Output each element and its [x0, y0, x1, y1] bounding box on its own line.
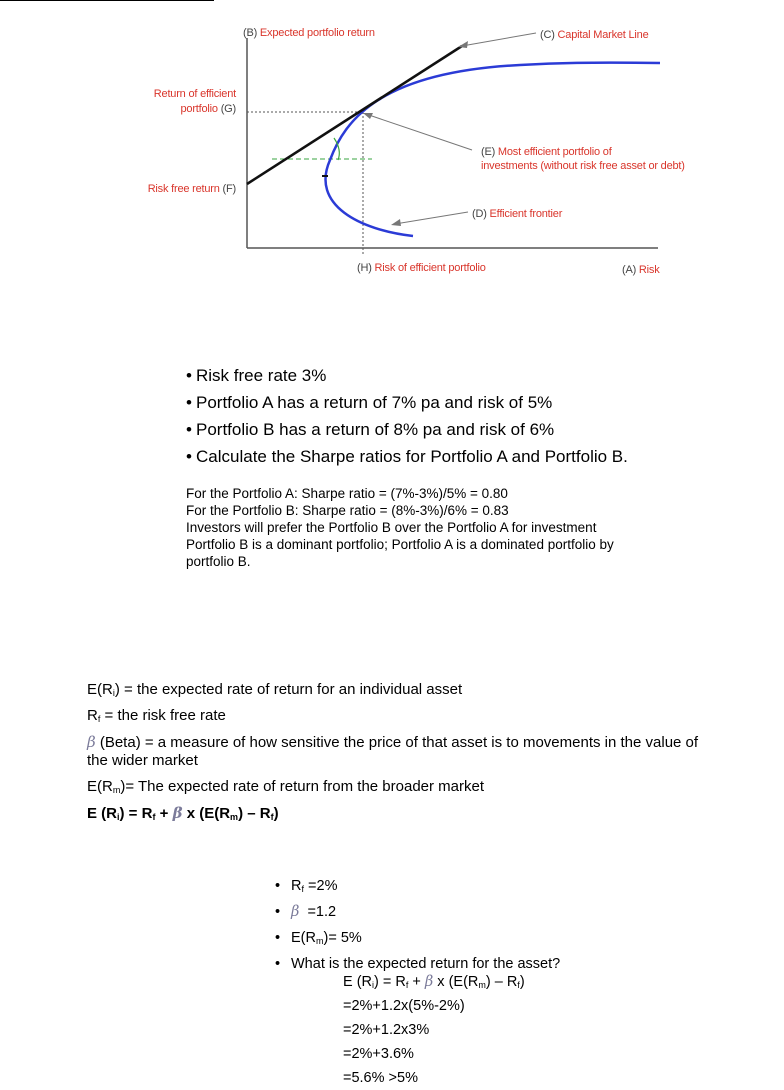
sharpe-answer-line: Investors will prefer the Portfolio B over the Portfolio A for investment: [186, 520, 597, 535]
sharpe-bullet: • Calculate the Sharpe ratios for Portfolio A and Portfolio B.: [186, 443, 628, 470]
label-e-line2: investments (without risk free asset or debt): [481, 160, 685, 172]
sharpe-answer: [186, 485, 726, 570]
beta-symbol: β: [87, 733, 96, 751]
sharpe-question-list: [186, 362, 628, 470]
sharpe-answer-line: For the Portfolio A: Sharpe ratio = (7%-3%)/5% = 0.80: [186, 486, 508, 501]
label-f: Risk free return (F): [147, 183, 236, 195]
arrow-e-line: [366, 114, 472, 150]
sharpe-bullet: • Portfolio A has a return of 7% pa and risk of 5%: [186, 389, 628, 416]
example-beta: • β =1.2: [275, 899, 560, 925]
capital-market-line-diagram: [0, 0, 784, 300]
arrow-c-head: [458, 41, 468, 48]
def-beta: β (Beta) = a measure of how sensitive the price of that asset is to movements in the value of: [87, 733, 699, 751]
example-erm: • $E(R_m)= 5\%$: [275, 925, 560, 951]
label-g-line1: Return of efficient: [153, 88, 236, 100]
label-h: (H) Risk of efficient portfolio: [357, 262, 486, 274]
arrow-c-line: [462, 33, 536, 46]
label-d: (D) Efficient frontier: [472, 208, 563, 220]
label-c: (C) Capital Market Line: [540, 29, 649, 41]
capm-example-list: [275, 873, 560, 977]
example-question: • What is the expected return for the asset?: [275, 951, 560, 977]
sharpe-answer-line: portfolio B.: [186, 554, 251, 569]
arrow-e-head: [363, 113, 373, 119]
def-erm: $E(R_m)=$ The expected rate of return from the broader market: [87, 778, 485, 795]
label-b: (B) Expected portfolio return: [243, 27, 375, 39]
calc-step: =5.6% >5%: [343, 1070, 418, 1086]
sharpe-bullet: • Risk free rate 3%: [186, 362, 628, 389]
def-beta-cont: the wider market: [87, 752, 198, 769]
arrow-d-line: [395, 212, 468, 224]
capm-formula: E $(R_i) = R_f + \beta$ x $(E(R_m) - R_f)$: [87, 804, 279, 822]
label-g-line2: portfolio (G): [180, 103, 236, 115]
example-rf: • $R_f =2\%$: [275, 873, 560, 899]
capital-market-line: [247, 46, 462, 184]
calc-step: =2%+1.2x3%: [343, 1022, 430, 1038]
sharpe-answer-line: Portfolio B is a dominant portfolio; Portfolio A is a dominated portfolio by: [186, 537, 614, 552]
label-e-line1: (E) Most efficient portfolio of: [481, 146, 612, 158]
sharpe-bullet: • Portfolio B has a return of 8% pa and risk of 6%: [186, 416, 628, 443]
calc-step: =2%+3.6%: [343, 1046, 414, 1062]
def-eri: $E(R_i)$ = the expected rate of return for an individual asset: [87, 681, 463, 698]
sharpe-answer-line: For the Portfolio B: Sharpe ratio = (8%-3%)/6% = 0.83: [186, 503, 509, 518]
label-a: (A) Risk: [622, 264, 660, 276]
arrow-d-head: [391, 219, 401, 226]
calc-formula: E $(R_i) = R_f + \beta$ x $(E(R_m) - R_f)$: [343, 974, 525, 990]
capm-calculation: [343, 970, 525, 1090]
def-rf: $R_f$ = the risk free rate: [87, 707, 226, 724]
calc-step: =2%+1.2x(5%-2%): [343, 998, 465, 1014]
capm-definitions: [87, 681, 783, 823]
